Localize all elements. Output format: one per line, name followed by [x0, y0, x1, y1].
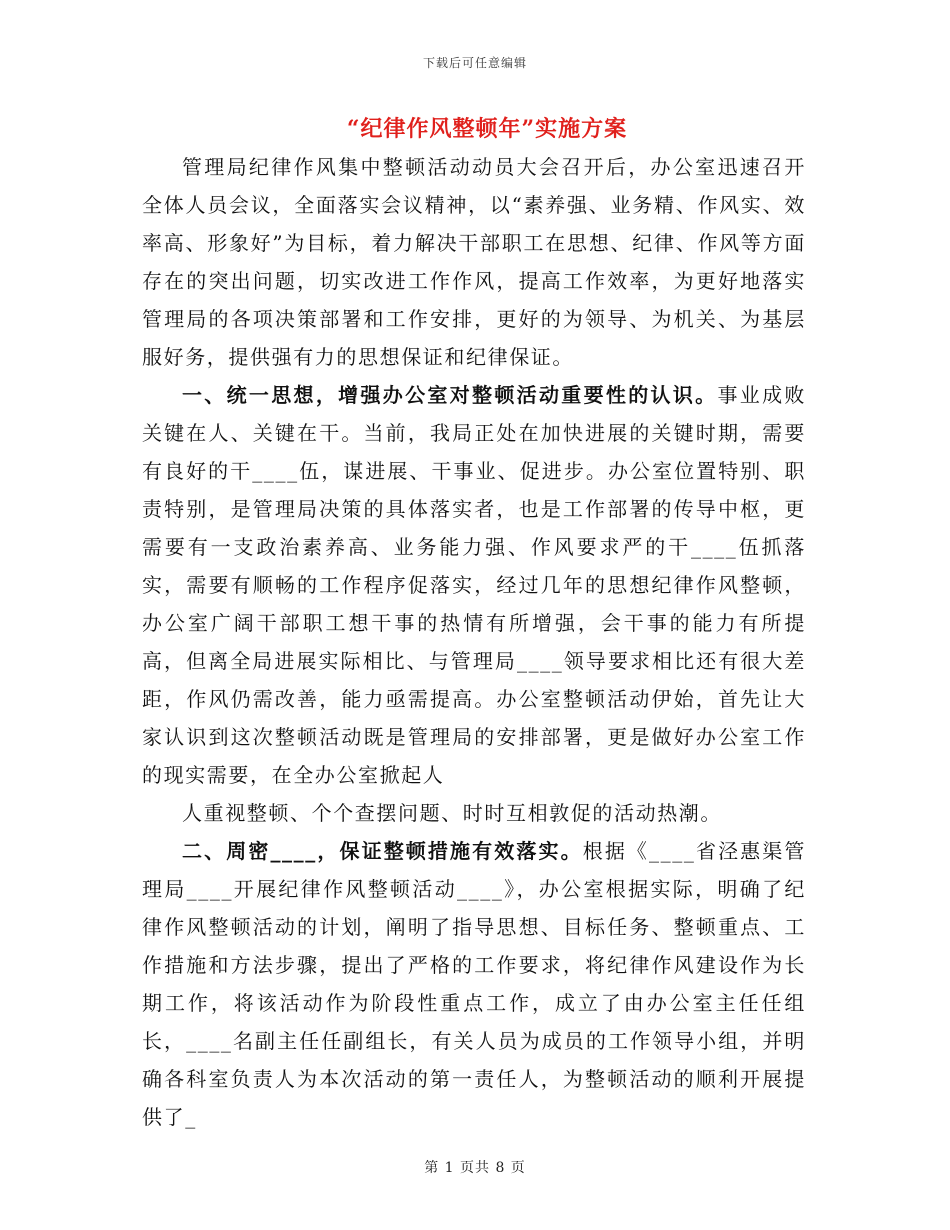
paragraph-section-two [142, 832, 806, 1136]
document-body [142, 148, 806, 1136]
paragraph-text: 根据《____省泾惠渠管理局____开展纪律作风整顿活动____》，办公室根据实际，明确了纪律作风整顿活动的计划，阐明了指导思想、目标任务、整顿重点、工作措施和方法步骤，提出了严格的工作要求，将纪律作风建设作为长期工作，将该活动作为阶段性重点工作，成立了由办公室主任任组长，____名副主任任副组长，有关人员为成员的工作领导小组，并明确各科室负责人为本次活动的第一责任人，为整顿活动的顺利开展提供了_ [142, 839, 806, 1129]
section-heading: 一、统一思想，增强办公室对整顿活动重要性的认识。 [182, 383, 718, 407]
section-heading: 二、周密____，保证整顿措施有效落实。 [182, 839, 583, 863]
paragraph-text: 事业成败关键在人、关键在干。当前，我局正处在加快进展的关键时期，需要有良好的干____伍，谋进展、干事业、促进步。办公室位置特别、职责特别，是管理局决策的具体落实者，也是工作部署的传导中枢，更需要有一支政治素养高、业务能力强、作风要求严的干____伍抓落实，需要有顺畅的工作程序促落实，经过几年的思想纪律作风整顿，办公室广阔干部职工想干事的热情有所增强，会干事的能力有所提高，但离全局进展实际相比、与管理局____领导要求相比还有很大差距，作风仍需改善，能力亟需提高。办公室整顿活动伊始，首先让大家认识到这次整顿活动既是管理局的安排部署，更是做好办公室工作的现实需要，在全办公室掀起人 [142, 383, 807, 787]
paragraph-text: 人重视整顿、个个查摆问题、时时互相敦促的活动热潮。 [182, 801, 722, 825]
paragraph-section-one [142, 376, 806, 794]
header-note: 下载后可任意编辑 [422, 56, 527, 70]
page-number-footer: 第 1 页共 8 页 [424, 1160, 526, 1176]
paragraph-intro [142, 148, 806, 376]
paragraph-continuation [142, 794, 806, 832]
document-title: “纪律作风整顿年”实施方案 [346, 116, 628, 142]
paragraph-text: 管理局纪律作风集中整顿活动动员大会召开后，办公室迅速召开全体人员会议，全面落实会议精神，以“素养强、业务精、作风实、效率高、形象好”为目标，着力解决干部职工在思想、纪律、作风等方面存在的突出问题，切实改进工作作风，提高工作效率，为更好地落实管理局的各项决策部署和工作安排，更好的为领导、为机关、为基层服好务，提供强有力的思想保证和纪律保证。 [142, 155, 806, 369]
